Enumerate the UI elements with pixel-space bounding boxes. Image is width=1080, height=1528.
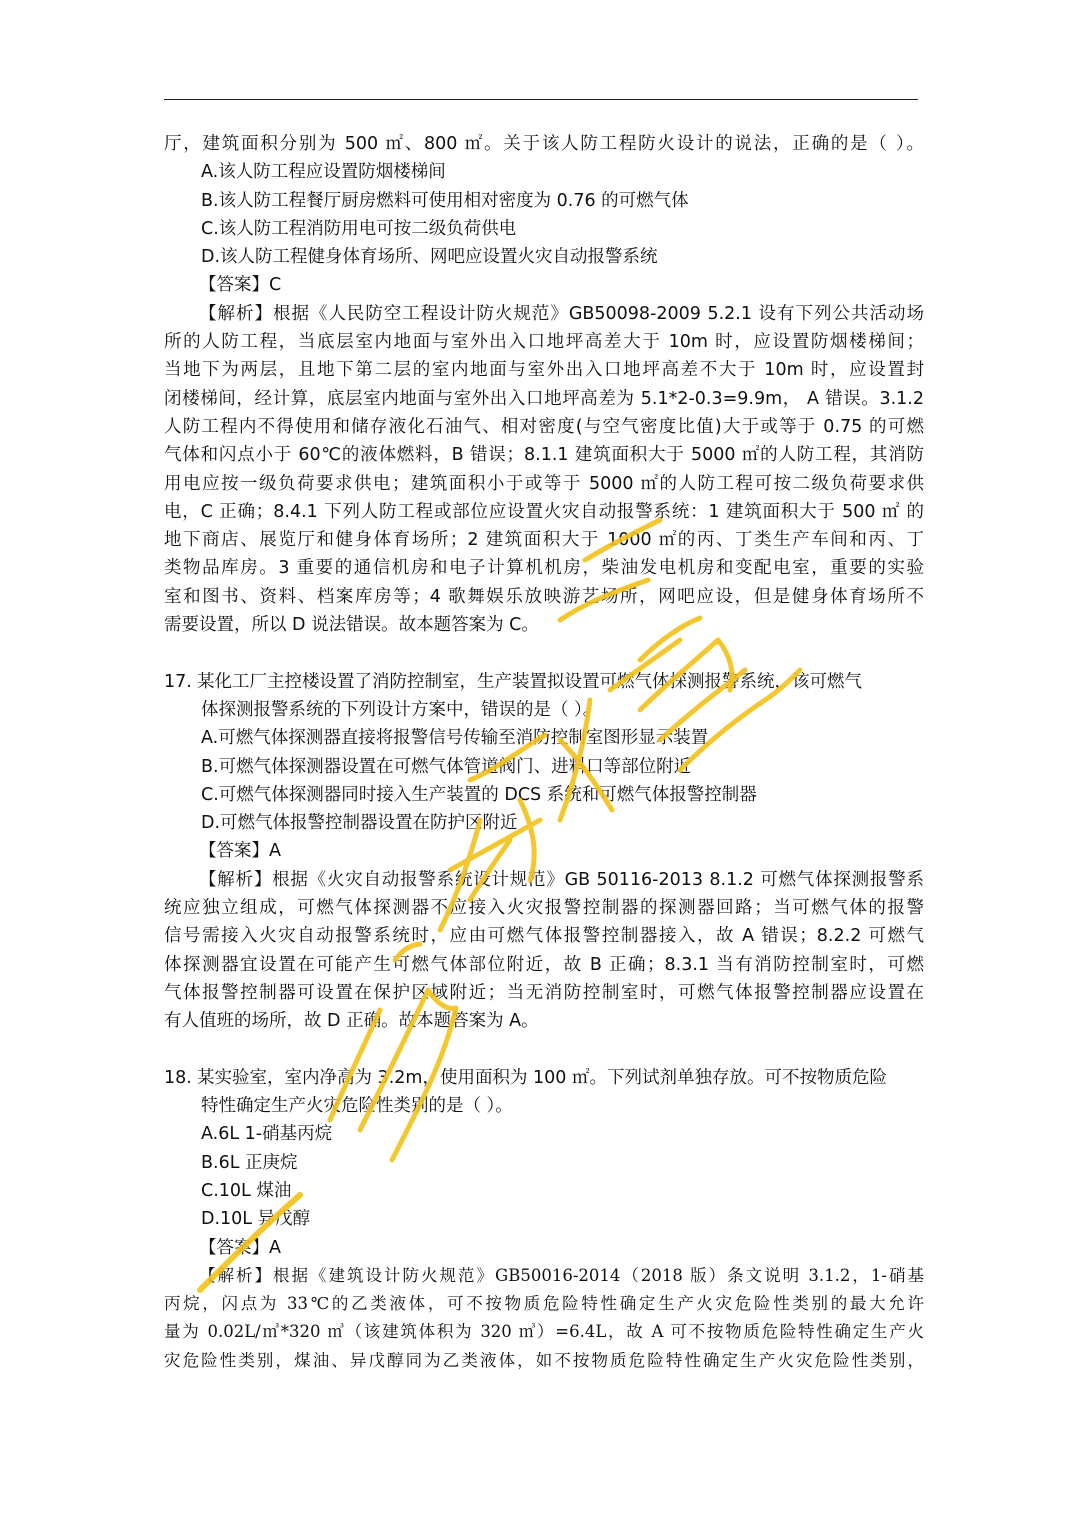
q18-answer: 【答案】A — [199, 1237, 281, 1258]
q16-explanation-line: 需要设置，所以 D 说法错误。故本题答案为 C。 — [164, 615, 539, 636]
q16-explanation-line: 【解析】根据《人民防空工程设计防火规范》GB50098-2009 5.2.1 设有下列公共活动场 — [199, 303, 924, 324]
q16-option-d: D.该人防工程健身体育场所、网吧应设置火灾自动报警系统 — [201, 247, 658, 268]
q16-explanation-line: 人防工程内不得使用和储存液化石油气、相对密度(与空气密度比值)大于或等于 0.75 的可燃 — [164, 416, 924, 437]
q18-stem-text: 某实验室，室内净高为 3.2m，使用面积为 100 ㎡。下列试剂单独存放。可不按物质危险 — [197, 1067, 887, 1088]
q18-explanation-line: 灾危险性类别，煤油、异戊醇同为乙类液体，如不按物质危险特性确定生产火灾危险性类别， — [164, 1350, 924, 1370]
q16-explanation-line: 所的人防工程，当底层室内地面与室外出入口地坪高差大于 10m 时，应设置防烟楼梯间； — [164, 332, 924, 353]
q17-explanation-line: 【解析】根据《火灾自动报警系统设计规范》GB 50116-2013 8.1.2 可燃气体探测报警系 — [199, 869, 924, 890]
q17-option-b: B.可燃气体探测器设置在可燃气体管道阀门、进料口等部位附近 — [201, 756, 692, 777]
q18-option-c: C.10L 煤油 — [201, 1180, 292, 1201]
q17-option-a: A.可燃气体探测器直接将报警信号传输至消防控制室图形显示装置 — [201, 728, 709, 749]
q16-explanation-line: 当地下为两层，且地下第二层的室内地面与室外出入口地坪高差不大于 10m 时，应设置封 — [164, 360, 924, 381]
q17-explanation-line: 统应独立组成，可燃气体探测器不应接入火灾报警控制器的探测器回路；当可燃气体的报警 — [164, 898, 924, 919]
q17-stem-line-1 — [164, 668, 924, 696]
q17-answer: 【答案】A — [199, 841, 281, 862]
q18-option-a: A.6L 1-硝基丙烷 — [201, 1124, 333, 1145]
q16-option-a: A.该人防工程应设置防烟楼梯间 — [201, 162, 446, 183]
q18-option-b: B.6L 正庚烷 — [201, 1152, 298, 1173]
q16-explanation-line: 气体和闪点小于 60℃的液体燃料，B 错误；8.1.1 建筑面积大于 5000 ㎡的人防工程，其消防 — [164, 445, 924, 466]
q16-explanation-line: 闭楼梯间，经计算，底层室内地面与室外出入口地坪高差为 5.1*2-0.3=9.9m， A 错误。3.1.2 — [164, 388, 924, 409]
q17-explanation-line: 体探测器宜设置在可能产生可燃气体部位附近，故 B 正确；8.3.1 当有消防控制室时，可燃 — [164, 954, 924, 975]
spacer — [164, 1036, 924, 1064]
q18-number: 18. — [164, 1067, 192, 1088]
q18-stem-line-2: 特性确定生产火灾危险性类别的是（ ）。 — [201, 1096, 513, 1117]
q16-explanation-line: 室和图书、资料、档案库房等；4 歌舞娱乐放映游艺场所，网吧应设，但是健身体育场所不 — [164, 586, 924, 607]
spacer — [164, 639, 924, 667]
document-body — [164, 130, 924, 1375]
q16-explanation-line: 用电应按一级负荷要求供电；建筑面积小于或等于 5000 ㎡的人防工程可按二级负荷要求供 — [164, 473, 924, 494]
q18-explanation-line: 量为 0.02L/㎥*320 ㎥（该建筑体积为 320 ㎥）=6.4L，故 A 可不按物质危险特性确定生产火 — [164, 1322, 924, 1342]
q17-option-d: D.可燃气体报警控制器设置在防护区附近 — [201, 813, 518, 834]
header-rule — [164, 99, 918, 100]
q16-explanation-line: 类物品库房。3 重要的通信机房和电子计算机机房，柴油发电机房和变配电室，重要的实验 — [164, 558, 924, 579]
q16-option-c: C.该人防工程消防用电可按二级负荷供电 — [201, 218, 517, 239]
q17-number: 17. — [164, 671, 192, 692]
q18-explanation-line: 丙烷，闪点为 33℃的乙类液体，可不按物质危险特性确定生产火灾危险性类别的最大允许 — [164, 1294, 924, 1314]
q18-option-d: D.10L 异戊醇 — [201, 1209, 311, 1230]
q17-stem-text: 某化工厂主控楼设置了消防控制室，生产装置拟设置可燃气体探测报警系统，该可燃气 — [197, 671, 862, 692]
q17-stem-line-2: 体探测报警系统的下列设计方案中，错误的是（ ）。 — [201, 699, 601, 720]
q16-explanation-line: 电，C 正确；8.4.1 下列人防工程或部位应设置火灾自动报警系统：1 建筑面积大于 500 ㎡ 的 — [164, 501, 924, 522]
q16-answer: 【答案】C — [199, 275, 282, 296]
q17-option-c: C.可燃气体探测器同时接入生产装置的 DCS 系统和可燃气体报警控制器 — [201, 784, 757, 805]
q16-stem-tail: 厅，建筑面积分别为 500 ㎡、800 ㎡。关于该人防工程防火设计的说法，正确的是（ ）。 — [164, 134, 924, 154]
q16-option-b: B.该人防工程餐厅厨房燃料可使用相对密度为 0.76 的可燃气体 — [201, 190, 689, 211]
q17-explanation-line: 有人值班的场所，故 D 正确。故本题答案为 A。 — [164, 1011, 539, 1032]
q16-explanation-line: 地下商店、展览厅和健身体育场所；2 建筑面积大于 1000 ㎡的丙、丁类生产车间和丙、丁 — [164, 530, 924, 551]
q17-explanation-line: 气体报警控制器可设置在保护区域附近；当无消防控制室时，可燃气体报警控制器应设置在 — [164, 982, 924, 1003]
q18-explanation-line: 【解析】根据《建筑设计防火规范》GB50016-2014（2018 版）条文说明 3.1.2，1-硝基 — [199, 1265, 924, 1285]
q18-stem-line-1 — [164, 1064, 924, 1092]
q17-explanation-line: 信号需接入火灾自动报警系统时，应由可燃气体报警控制器接入，故 A 错误；8.2.2 可燃气 — [164, 926, 924, 947]
